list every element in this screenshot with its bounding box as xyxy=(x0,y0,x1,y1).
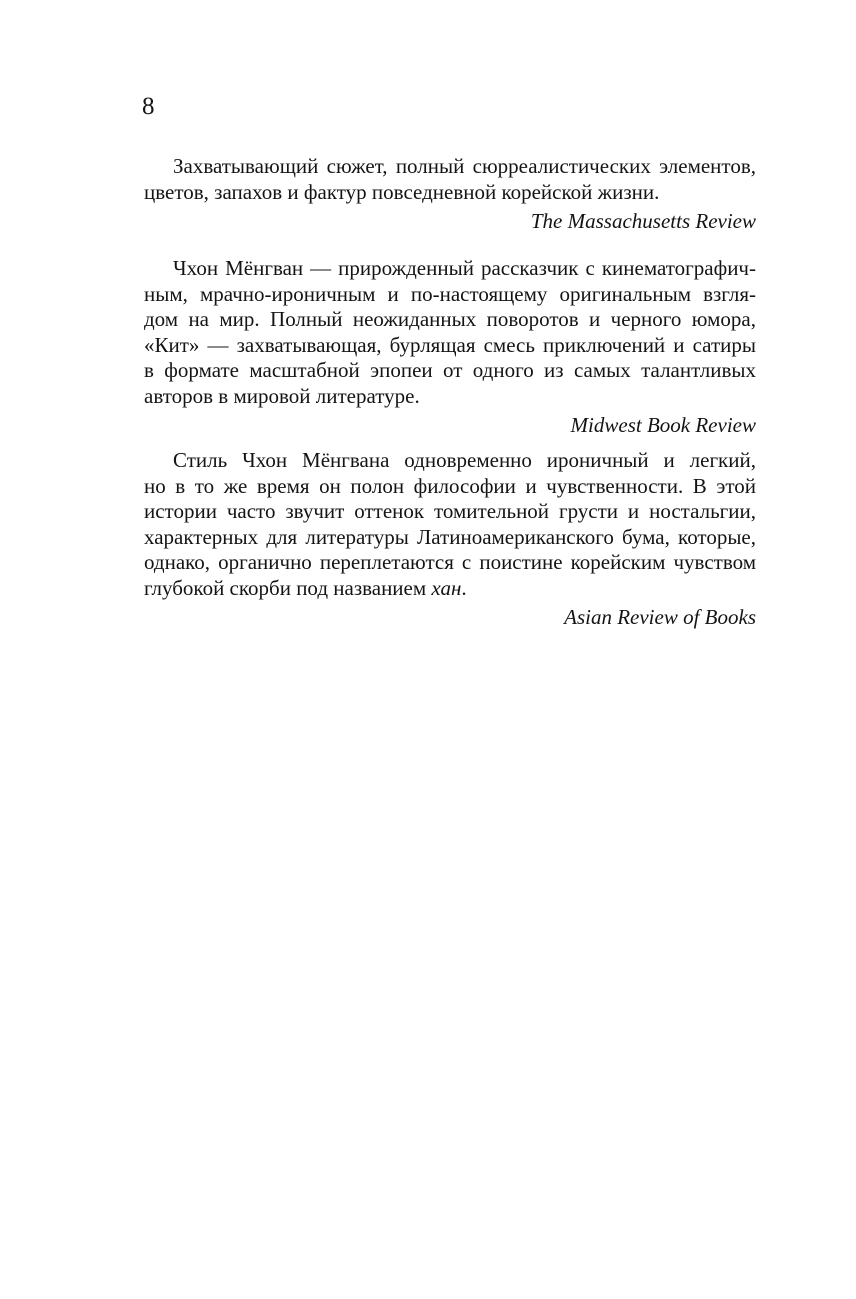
review-quote-1 xyxy=(144,154,756,235)
quote-line-text: глубокой скорби под названием xyxy=(144,575,432,600)
quote-line: но в то же время он полон философии и чувственности. В этой xyxy=(144,473,756,498)
quote-line: однако, органично переплетаются с поистине корейским чувством xyxy=(144,550,756,574)
quote-line: характерных для литературы Латиноамериканского бума, которые, xyxy=(144,524,756,549)
review-quote-3 xyxy=(144,448,756,631)
quote-line: авторов в мировой литературе. xyxy=(144,383,420,408)
quote-source: Asian Review of Books xyxy=(564,605,756,629)
quote-source: The Massachusetts Review xyxy=(530,209,756,233)
quote-source: Midwest Book Review xyxy=(570,413,756,437)
quote-line: «Кит» — захватывающая, бурлящая смесь приключений и сатиры xyxy=(144,332,756,357)
quote-line: Стиль Чхон Мёнгвана одновременно ироничный и легкий, xyxy=(173,448,756,472)
quote-line: дом на мир. Полный неожиданных поворотов и черного юмора, xyxy=(144,307,756,331)
quote-line: ным, мрачно-ироничным и по-настоящему оригинальным взгля- xyxy=(144,281,756,306)
quote-line: истории часто звучит оттенок томительной грусти и ностальгии, xyxy=(144,499,756,523)
quote-line: цветов, запахов и фактур повседневной корейской жизни. xyxy=(144,179,660,204)
review-quote-2 xyxy=(144,256,756,439)
quote-line-end: . xyxy=(461,575,467,600)
quote-term-han: хан xyxy=(431,575,462,600)
page-number: 8 xyxy=(142,93,155,120)
quote-line: Захватывающий сюжет, полный сюрреалистических элементов, xyxy=(173,154,756,178)
quote-line: в формате масштабной эпопеи от одного из самых талантливых xyxy=(144,358,756,382)
quote-line: Чхон Мёнгван — прирожденный рассказчик с кинематографич- xyxy=(173,256,756,280)
quote-line-final xyxy=(144,576,756,602)
